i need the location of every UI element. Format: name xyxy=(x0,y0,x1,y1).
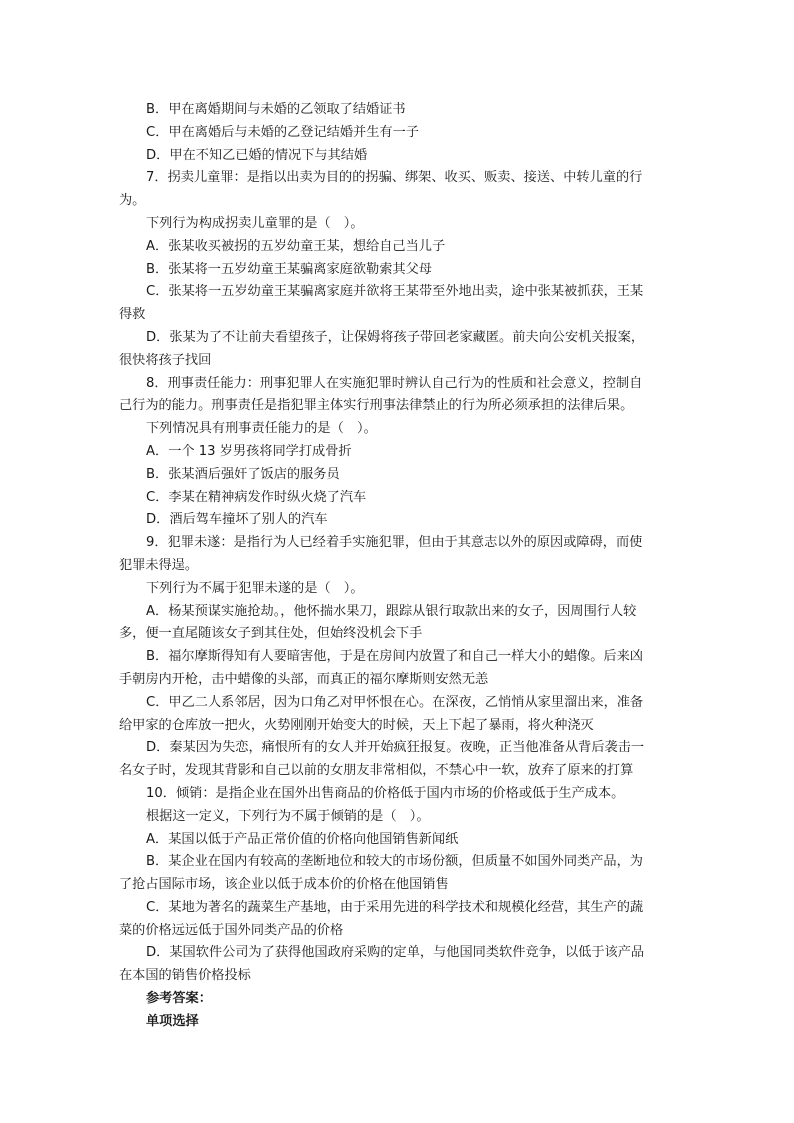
document-page xyxy=(119,99,675,1034)
document-body xyxy=(119,99,675,1034)
text-line: 己行为的能力。刑事责任是指犯罪主体实行刑事法律禁止的行为所必须承担的法律后果。 xyxy=(119,398,634,414)
text-line: 了抢占国际市场，该企业以低于成本价的价格在他国销售 xyxy=(119,877,449,893)
text-line: 下列情况具有刑事责任能力的是（ ）。 xyxy=(146,421,377,437)
text-line: 9．犯罪未遂：是指行为人已经着手实施犯罪，但由于其意志以外的原因或障碍，而使 xyxy=(146,535,643,551)
text-line: 菜的价格远远低于国外同类产品的价格 xyxy=(119,922,344,938)
text-line: 根据这一定义，下列行为不属于倾销的是（ ）。 xyxy=(146,808,430,824)
text-line: 10．倾销：是指企业在国外出售商品的价格低于国内市场的价格或低于生产成本。 xyxy=(146,785,625,801)
text-line: C．甲乙二人系邻居，因为口角乙对甲怀恨在心。在深夜，乙悄悄从家里溜出来，准备 xyxy=(146,694,644,710)
text-line: 很快将孩子找回 xyxy=(119,352,212,368)
section-heading: 参考答案： xyxy=(146,991,212,1007)
text-line: D．张某为了不让前夫看望孩子，让保姆将孩子带回老家藏匿。前夫向公安机关报案， xyxy=(146,329,645,345)
text-line: 8．刑事责任能力：刑事犯罪人在实施犯罪时辨认自己行为的性质和社会意义，控制自 xyxy=(146,375,643,391)
text-line: B．甲在离婚期间与未婚的乙领取了结婚证书 xyxy=(146,102,406,117)
text-line: 手朝房内开枪，击中蜡像的头部，而真正的福尔摩斯则安然无恙 xyxy=(119,671,489,687)
text-line: D．甲在不知乙已婚的情况下与其结婚 xyxy=(146,147,368,163)
text-line: C．某地为著名的蔬菜生产基地，由于采用先进的科学技术和规模化经营，其生产的蔬 xyxy=(146,899,644,915)
text-line: B．福尔摩斯得知有人要暗害他，于是在房间内放置了和自己一样大小的蜡像。后来凶 xyxy=(146,649,643,665)
text-line: 得救 xyxy=(119,307,146,323)
text-line: 为。 xyxy=(119,193,146,209)
text-line: D．某国软件公司为了获得他国政府采购的定单，与他国同类软件竞争，以低于该产品 xyxy=(146,945,645,961)
text-line: A．一个 13 岁男孩将同学打成骨折 xyxy=(146,443,352,459)
text-line: B．张某酒后强奸了饭店的服务员 xyxy=(146,466,340,482)
text-line: C．李某在精神病发作时纵火烧了汽车 xyxy=(146,489,367,505)
text-line: 下列行为不属于犯罪未遂的是（ ）。 xyxy=(146,580,364,596)
text-line: A．杨某预谋实施抢劫。，他怀揣水果刀，跟踪从银行取款出来的女子，因周围行人较 xyxy=(146,603,637,619)
text-line: 多，便一直尾随该女子到其住处，但始终没机会下手 xyxy=(119,626,423,642)
text-line: 7．拐卖儿童罪：是指以出卖为目的的拐骗、绑架、收买、贩卖、接送、中转儿童的行 xyxy=(146,170,643,186)
text-line: 下列行为构成拐卖儿童罪的是（ ）。 xyxy=(146,215,364,231)
text-line: B．某企业在国内有较高的垄断地位和较大的市场份额，但质量不如国外同类产品，为 xyxy=(146,854,643,870)
text-line: B．张某将一五岁幼童王某骗离家庭欲勒索其父母 xyxy=(146,261,432,277)
text-line: 给甲家的仓库放一把火，火势刚刚开始变大的时候，天上下起了暴雨，将火种浇灭 xyxy=(119,717,594,733)
text-line: A．某国以低于产品正常价值的价格向他国销售新闻纸 xyxy=(146,831,459,847)
section-heading: 单项选择 xyxy=(146,1013,199,1029)
text-line: D．酒后驾车撞坏了别人的汽车 xyxy=(146,512,328,528)
text-line: 犯罪未得逞。 xyxy=(119,557,199,573)
text-line: 名女子时，发现其背影和自己以前的女朋友非常相似，不禁心中一软，放弃了原来的打算 xyxy=(119,763,634,779)
text-line: 在本国的销售价格投标 xyxy=(119,968,251,984)
text-line: A．张某收买被拐的五岁幼童王某，想给自己当儿子 xyxy=(146,238,446,254)
text-line: D．秦某因为失恋，痛恨所有的女人并开始疯狂报复。夜晚，正当他准备从背后袭击一 xyxy=(146,740,645,756)
text-line: C．甲在离婚后与未婚的乙登记结婚并生有一子 xyxy=(146,124,419,140)
text-line: C．张某将一五岁幼童王某骗离家庭并欲将王某带至外地出卖，途中张某被抓获，王某 xyxy=(146,284,644,300)
